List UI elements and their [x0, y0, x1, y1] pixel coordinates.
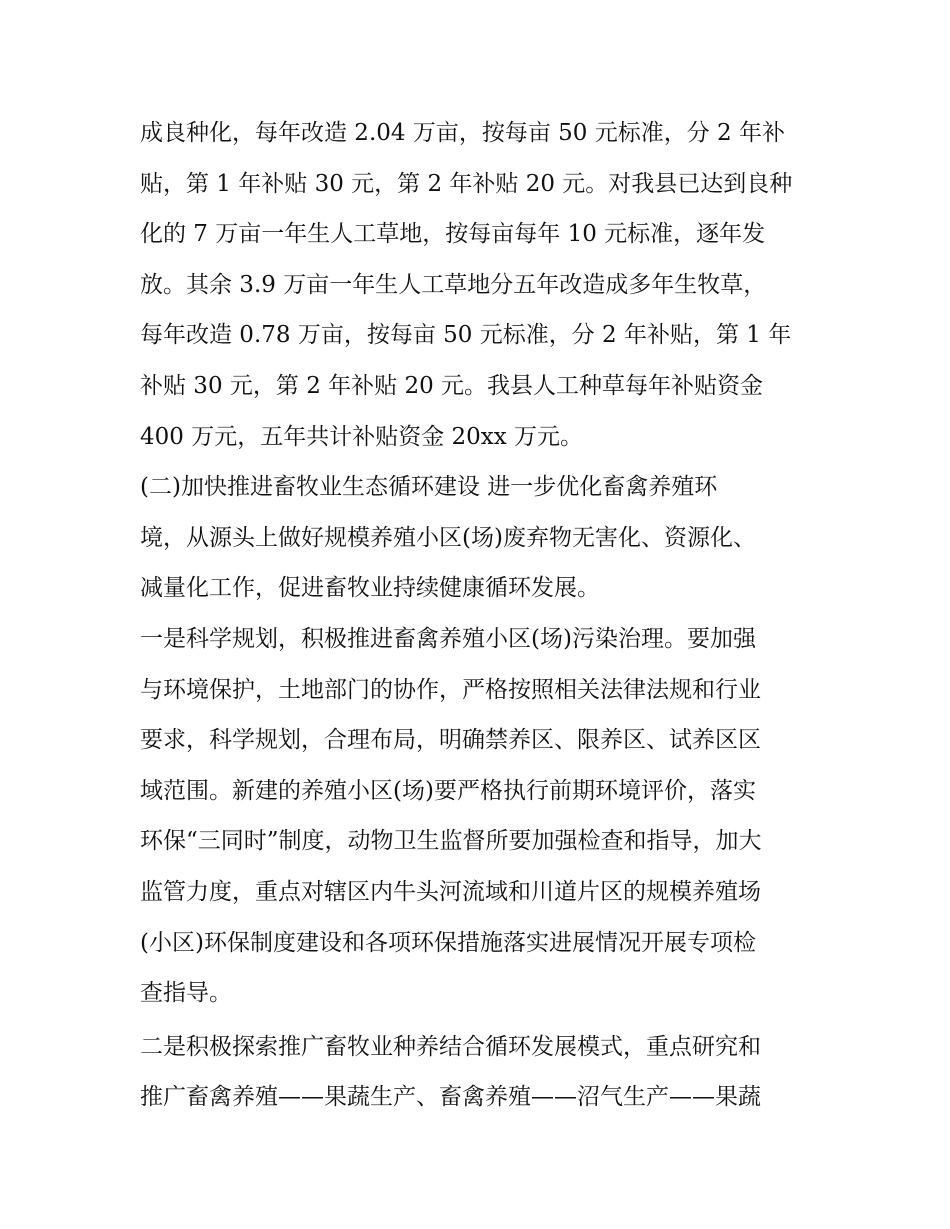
text-line: 化的 7 万亩一年生人工草地，按每亩每年 10 元标准，逐年发	[140, 221, 766, 248]
section-heading-line: (二)加快推进畜牧业生态循环建设 进一步优化畜禽养殖环	[140, 474, 718, 501]
text-line: 查指导。	[140, 980, 232, 1007]
text-line: 二是积极探索推广畜牧业种养结合循环发展模式，重点研究和	[140, 1033, 761, 1060]
body-text	[140, 108, 830, 1123]
text-line: 域范围。新建的养殖小区(场)要严格执行前期环境评价，落实	[140, 777, 756, 804]
text-line: 400 万元，五年共计补贴资金 20xx 万元。	[140, 423, 584, 450]
text-line: 减量化工作，促进畜牧业持续健康循环发展。	[140, 575, 600, 602]
text-line: 推广畜禽养殖——果蔬生产、畜禽养殖——沼气生产——果蔬	[140, 1084, 761, 1111]
text-line: 环保“三同时”制度，动物卫生监督所要加强检查和指导，加大	[140, 828, 762, 855]
text-line: 要求，科学规划，合理布局，明确禁养区、限养区、试养区区	[140, 727, 761, 754]
text-line: 监管力度，重点对辖区内牛头河流域和川道片区的规模养殖场	[140, 878, 761, 905]
text-line: 一是科学规划，积极推进畜禽养殖小区(场)污染治理。要加强	[140, 625, 756, 652]
text-line: 放。其余 3.9 万亩一年生人工草地分五年改造成多年生牧草，	[140, 271, 767, 298]
text-line: 成良种化，每年改造 2.04 万亩，按每亩 50 元标准，分 2 年补	[140, 120, 785, 146]
text-line: (小区)环保制度建设和各项环保措施落实进展情况开展专项检	[140, 929, 756, 956]
text-line: 境，从源头上做好规模养殖小区(场)废弃物无害化、资源化、	[140, 524, 756, 551]
text-line: 与环境保护，土地部门的协作，严格按照相关法律法规和行业	[140, 676, 761, 703]
text-line: 补贴 30 元，第 2 年补贴 20 元。我县人工种草每年补贴资金	[140, 372, 764, 399]
text-line: 每年改造 0.78 万亩，按每亩 50 元标准，分 2 年补贴，第 1 年	[140, 322, 792, 349]
text-line: 贴，第 1 年补贴 30 元，第 2 年补贴 20 元。对我县已达到良种	[140, 170, 793, 197]
